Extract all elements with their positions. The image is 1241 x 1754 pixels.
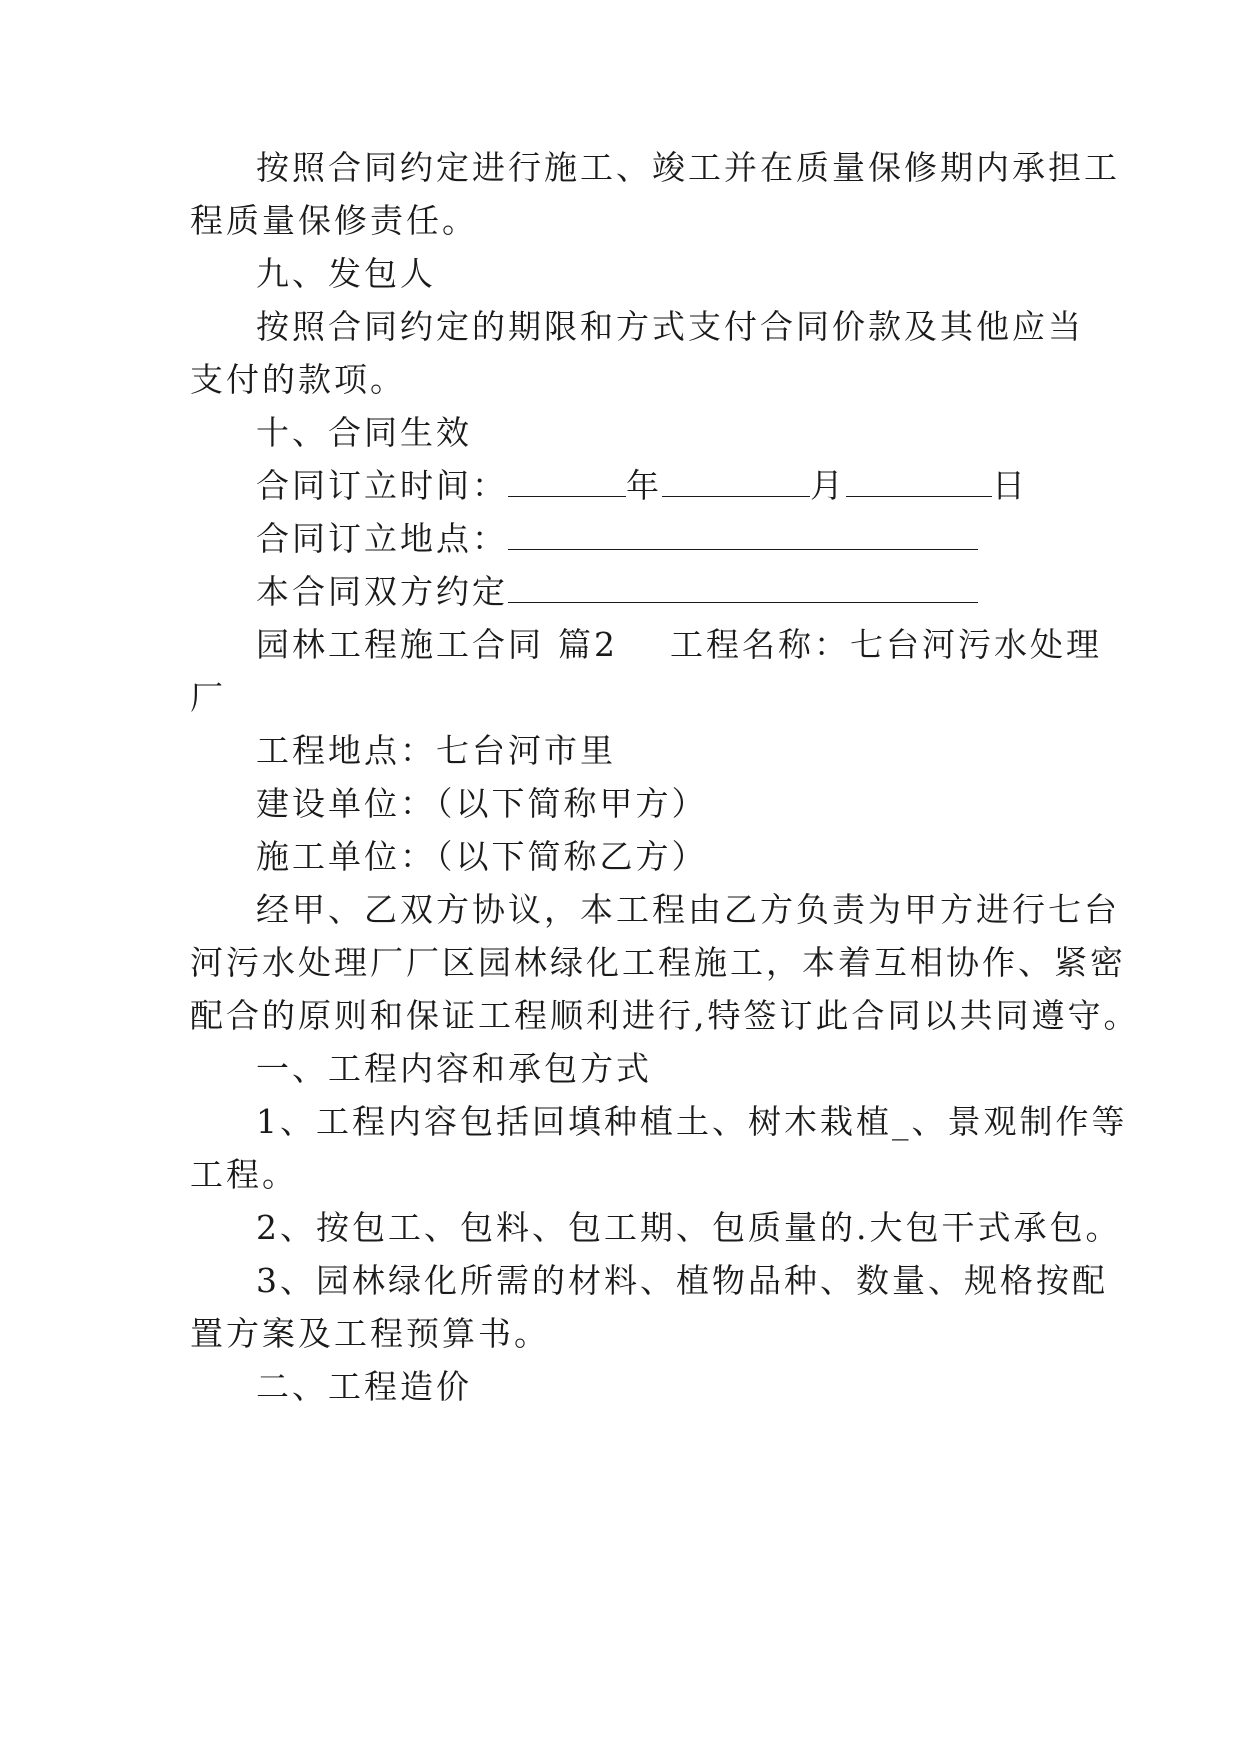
paragraph-contractor-duty-line-2: 程质量保修责任。 — [190, 201, 478, 240]
scope-item-2: 2、按包工、包料、包工期、包质量的.大包干式承包。 — [256, 1208, 1122, 1247]
agreement-paragraph-line-1: 经甲、乙双方协议，本工程由乙方负责为甲方进行七台 — [256, 890, 1120, 929]
section-heading-cost: 二、工程造价 — [256, 1367, 472, 1406]
agreement-paragraph-line-3: 配合的原则和保证工程顺利进行,特签订此合同以共同遵守。 — [190, 996, 1140, 1035]
paragraph-employer-duty-line-2: 支付的款项。 — [190, 360, 406, 399]
project-name-label: 工程名称：七台河污水处理 — [670, 625, 1102, 664]
owner-unit: 建设单位：（以下简称甲方） — [256, 784, 708, 823]
contract-agreement-label: 本合同双方约定 — [256, 572, 508, 611]
section-heading-scope: 一、工程内容和承包方式 — [256, 1049, 652, 1088]
agreement-paragraph-line-2: 河污水处理厂厂区园林绿化工程施工，本着互相协作、紧密 — [190, 943, 1126, 982]
contract-place-row — [256, 519, 1050, 559]
paragraph-contractor-duty-line-1: 按照合同约定进行施工、竣工并在质量保修期内承担工 — [256, 148, 1120, 187]
agreement-blank — [508, 574, 978, 603]
month-label: 月 — [810, 466, 846, 505]
year-label: 年 — [626, 466, 662, 505]
scope-item-1-line-1: 1、工程内容包括回填种植土、树木栽植_、景观制作等 — [256, 1102, 1128, 1141]
paragraph-employer-duty-line-1: 按照合同约定的期限和方式支付合同价款及其他应当 — [256, 307, 1084, 346]
scope-item-3-line-1: 3、园林绿化所需的材料、植物品种、数量、规格按配 — [256, 1261, 1108, 1300]
section-heading-effectiveness: 十、合同生效 — [256, 413, 472, 452]
contractor-unit: 施工单位：（以下简称乙方） — [256, 837, 708, 876]
contract-title: 园林工程施工合同 — [256, 625, 544, 664]
scope-item-3-line-2: 置方案及工程预算书。 — [190, 1314, 550, 1353]
day-label: 日 — [992, 466, 1028, 505]
place-blank — [508, 521, 978, 550]
contract-date-label: 合同订立时间： — [256, 466, 508, 505]
contract-part-label: 篇2 — [558, 625, 618, 664]
project-name-continuation: 厂 — [190, 678, 226, 717]
contract-title-row — [256, 625, 1102, 665]
section-heading-employer: 九、发包人 — [256, 254, 436, 293]
scope-item-1-line-2: 工程。 — [190, 1155, 298, 1194]
contract-agreement-row — [256, 572, 1050, 612]
day-blank — [846, 468, 992, 497]
year-blank — [508, 468, 626, 497]
contract-place-label: 合同订立地点： — [256, 519, 508, 558]
month-blank — [662, 468, 810, 497]
project-site: 工程地点：七台河市里 — [256, 731, 616, 770]
contract-date-row — [256, 466, 1050, 506]
